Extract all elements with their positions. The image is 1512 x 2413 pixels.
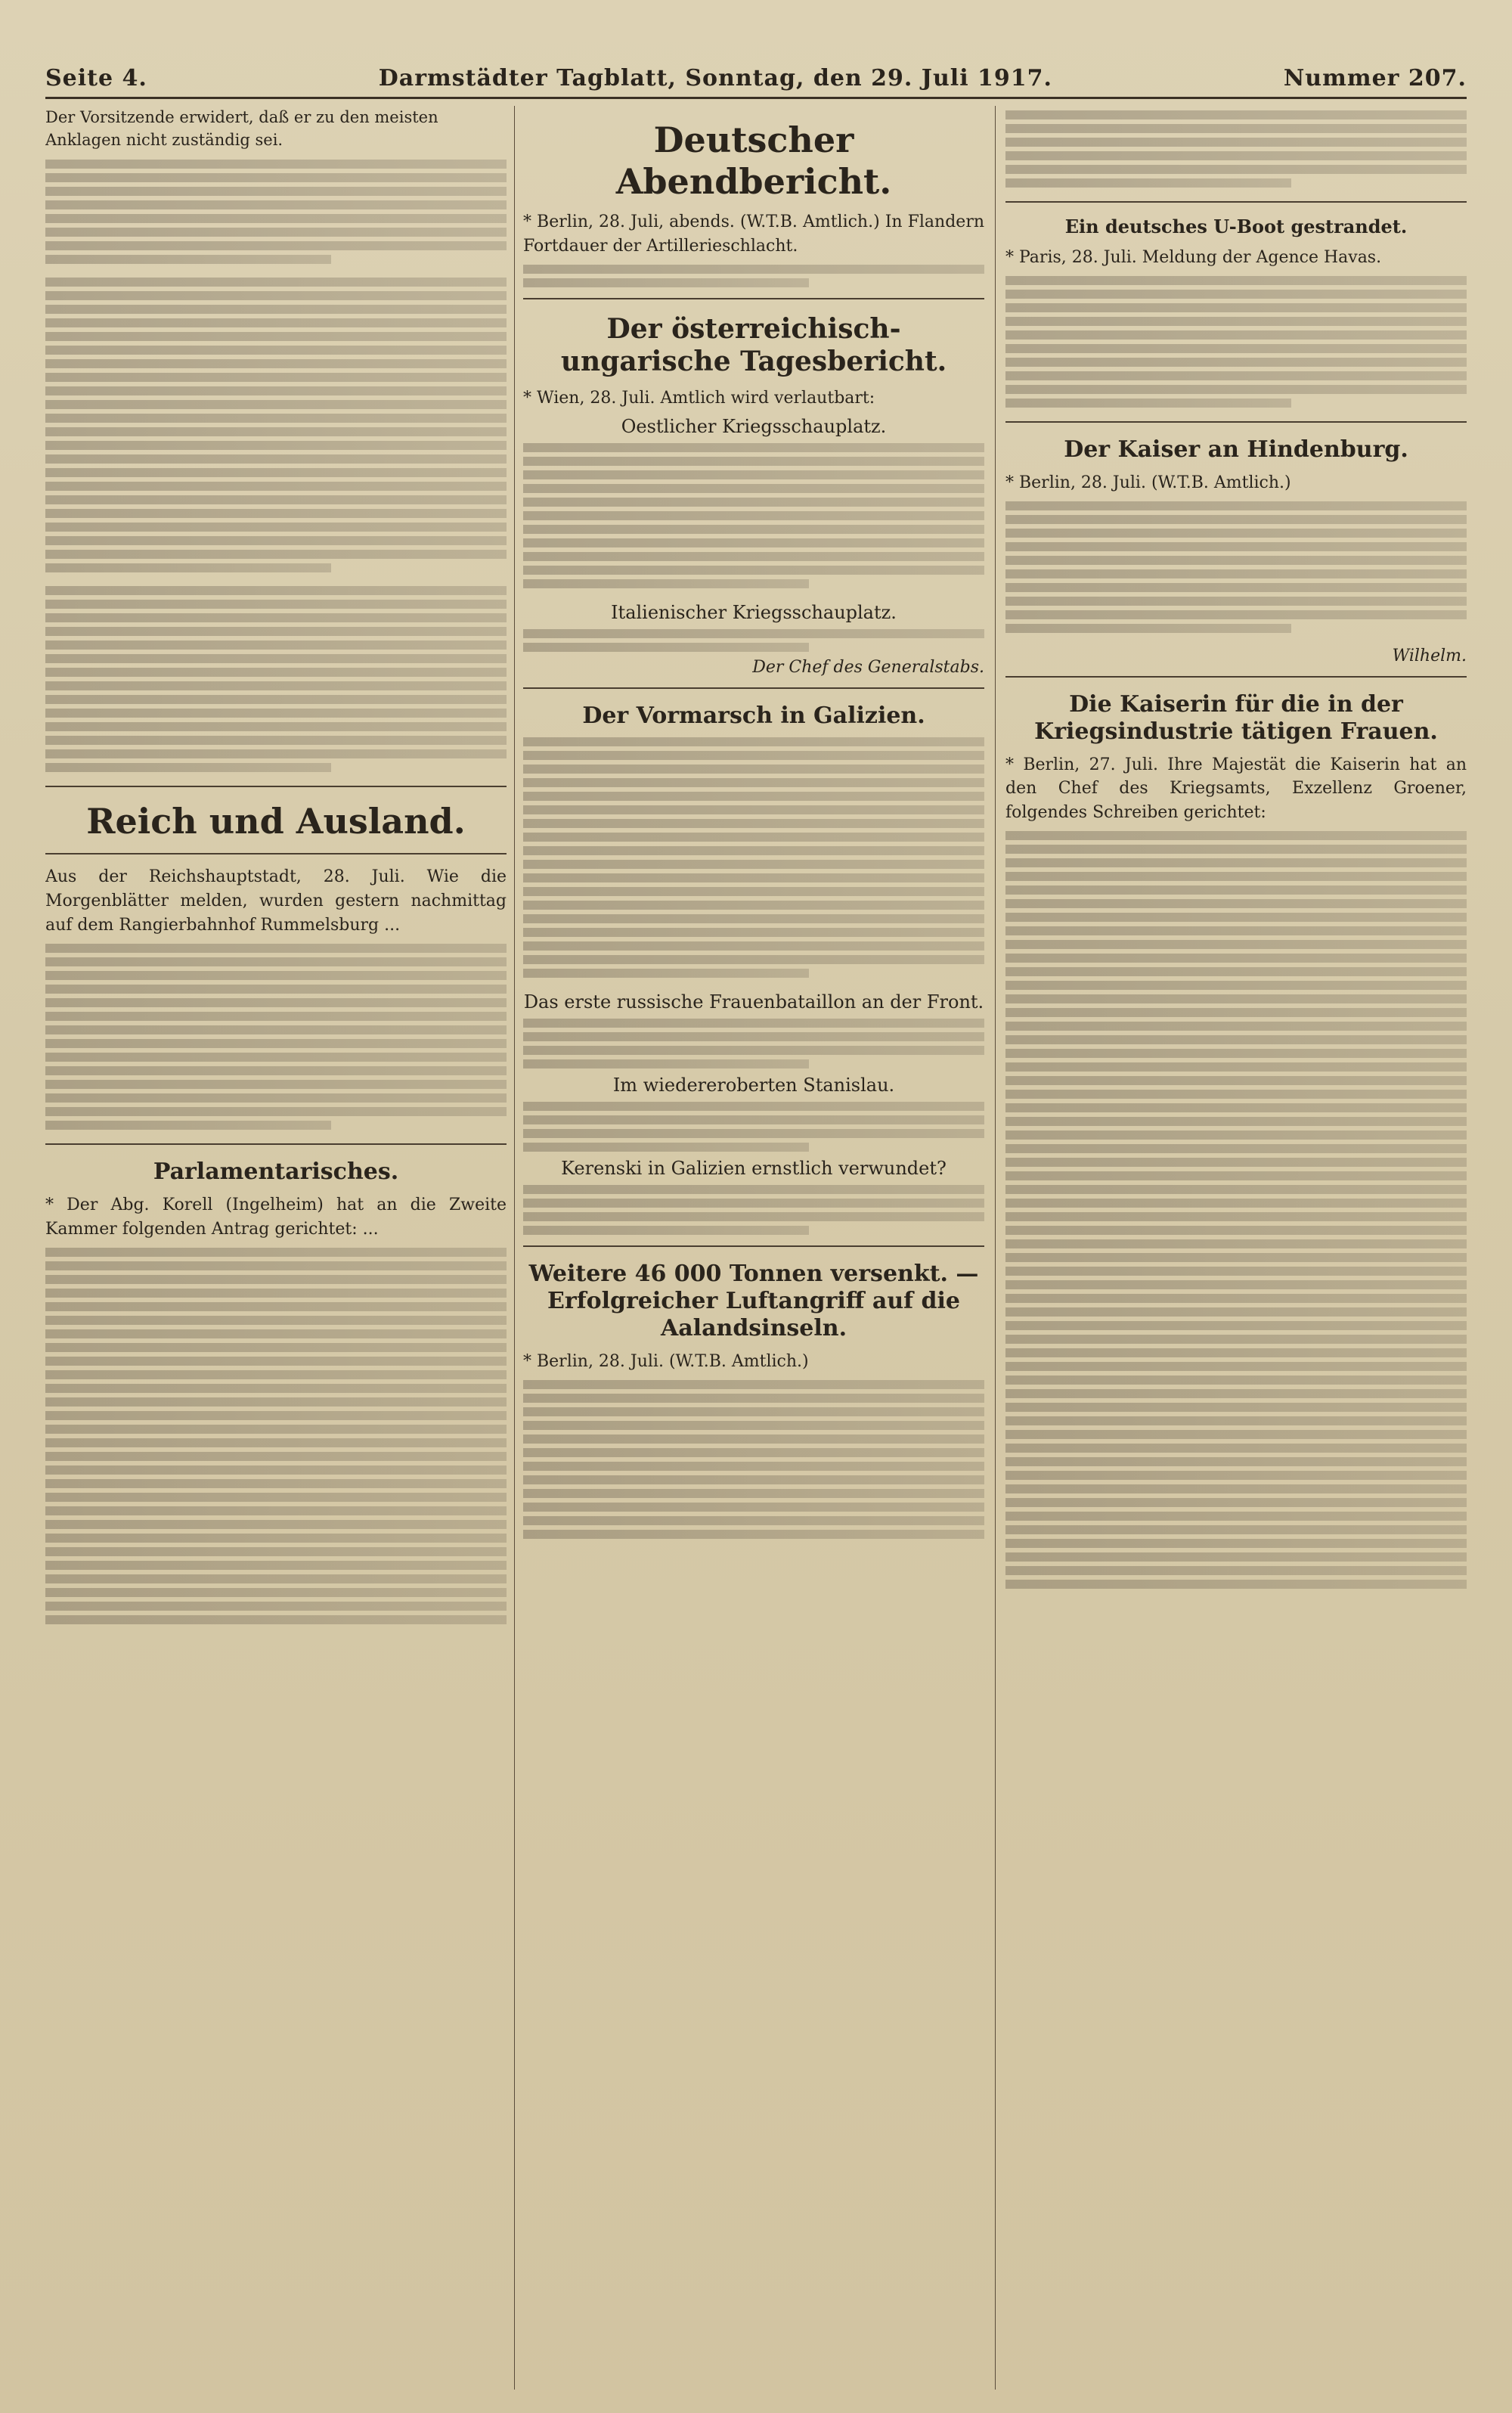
article-intro: Aus der Reichshauptstadt, 28. Juli. Wie die Morgenblätter melden, wurden gestern nachmittag auf dem Rangierbahnhof Rummelsburg ... — [45, 867, 507, 935]
article-intro: Der Vorsitzende erwidert, daß er zu den meisten Anklagen nicht zuständig sei. — [45, 108, 438, 150]
article-intro: * Paris, 28. Juli. Meldung der Agence Havas. — [1005, 247, 1382, 267]
subheadline-stanislau: Im wiedereroberten Stanislau. — [612, 1075, 895, 1096]
headline-oe-tagesbericht: Der österreichisch-ungarische Tagesbericht. — [560, 313, 947, 378]
section-headline-reich: Reich und Ausland. — [86, 800, 466, 842]
article-intro: * Berlin, 28. Juli. (W.T.B. Amtlich.) — [1005, 473, 1291, 492]
subheadline-kerenski: Kerenski in Galizien ernstlich verwundet? — [561, 1158, 947, 1180]
page-number: Seite 4. — [45, 64, 147, 91]
issue-number: Nummer 207. — [1283, 64, 1467, 91]
subheadline-italienisch: Italienischer Kriegsschauplatz. — [611, 602, 897, 624]
article-intro: * Der Abg. Korell (Ingelheim) hat an die Zweite Kammer folgenden Antrag gerichtet: ... — [45, 1195, 507, 1239]
headline-galizien: Der Vormarsch in Galizien. — [582, 702, 925, 730]
headline-abendbericht: Deutscher Abendbericht. — [615, 119, 892, 203]
article-intro: * Berlin, 28. Juli. (W.T.B. Amtlich.) — [523, 1352, 809, 1372]
column-separator — [514, 106, 515, 2390]
article-intro: * Berlin, 27. Juli. Ihre Majestät die Kaiserin hat an den Chef des Kriegsamts, Exzellenz Groener, folgendes Schreiben gerichtet: — [1005, 755, 1467, 823]
headline-uboot-gestrandet: Ein deutsches U-Boot gestrandet. — [1064, 216, 1408, 237]
article-intro: * Wien, 28. Juli. Amtlich wird verlautbart: — [523, 388, 875, 408]
headline-kaiser-hindenburg: Der Kaiser an Hindenburg. — [1064, 436, 1408, 463]
column-3 — [1005, 106, 1467, 2390]
headline-kaiserin: Die Kaiserin für die in der Kriegsindustrie tätigen Frauen. — [1034, 690, 1438, 745]
signature: Wilhelm. — [1392, 646, 1467, 665]
masthead-line: Darmstädter Tagblatt, Sonntag, den 29. Juli 1917. — [378, 64, 1052, 91]
subheadline-oestlich: Oestlicher Kriegsschauplatz. — [621, 416, 887, 438]
page-header — [45, 60, 1467, 95]
headline-tonnen-versenkt: Weitere 46 000 Tonnen versenkt. — Erfolgreicher Luftangriff auf die Aalandsinseln. — [528, 1261, 979, 1342]
column-2 — [523, 106, 984, 2390]
column-1 — [45, 106, 507, 2390]
article-intro: * Berlin, 28. Juli, abends. (W.T.B. Amtlich.) In Flandern Fortdauer der Artillerieschlacht. — [523, 212, 984, 256]
signature: Der Chef des Generalstabs. — [752, 658, 984, 678]
column-separator — [995, 106, 996, 2390]
header-rule — [45, 97, 1467, 99]
section-headline-parlamentarisches: Parlamentarisches. — [153, 1158, 399, 1185]
subheadline-frauenbataillon: Das erste russische Frauenbataillon an der Front. — [523, 991, 984, 1013]
